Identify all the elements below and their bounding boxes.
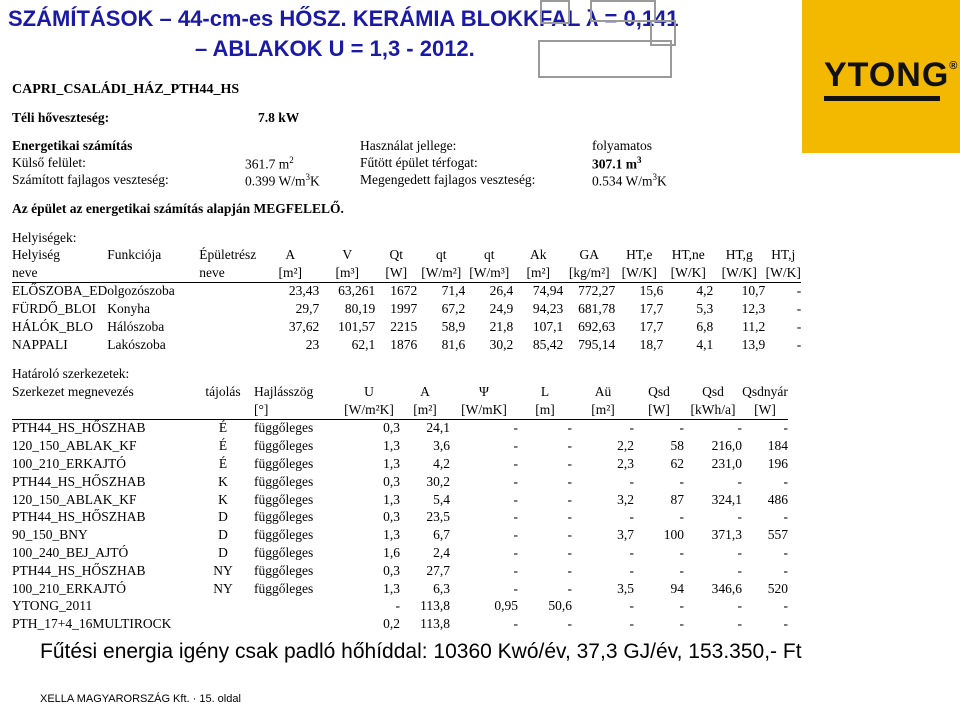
rooms-header-row-cell: Épületrész xyxy=(199,246,257,262)
structure-row-cell: - xyxy=(737,473,742,489)
structure-row-cell: - xyxy=(629,420,634,436)
structure-row-cell: 2,3 xyxy=(617,456,634,472)
structure-row-cell: 100_210_ERKAJTÓ xyxy=(12,456,126,472)
specific-loss-label: Számított fajlagos veszteség: xyxy=(12,172,169,187)
structure-row-cell: - xyxy=(737,616,742,632)
structure-row-cell: - xyxy=(567,456,572,472)
rooms-header-row xyxy=(12,246,801,264)
room-row-cell: 681,78 xyxy=(578,301,616,317)
structure-row-cell: D xyxy=(218,509,228,525)
heated-volume-value: 307.1 $m^3$ xyxy=(592,155,642,172)
structure-row-cell: É xyxy=(218,420,228,436)
rooms-header-row-cell: Funkciója xyxy=(107,246,162,262)
room-row-cell: 4,1 xyxy=(696,336,714,352)
structure-row-cell: - xyxy=(629,545,634,561)
room-row xyxy=(12,318,801,336)
rooms-heading: Helyiségek: xyxy=(12,230,77,245)
heat-loss-label: Téli hőveszteség: xyxy=(12,110,110,125)
structure-row-cell: - xyxy=(679,616,684,632)
structure-row-cell: - xyxy=(567,527,572,543)
decorative-square xyxy=(590,0,656,22)
structure-row-cell: 120_150_ABLAK_KF xyxy=(12,491,137,507)
structure-row-cell: 196 xyxy=(767,456,788,472)
room-row-cell: ELŐSZOBA_ED xyxy=(12,283,108,299)
room-row-cell: 30,2 xyxy=(489,336,514,352)
room-row-cell: 772,27 xyxy=(578,283,616,299)
structure-row-cell: - xyxy=(513,527,518,543)
structure-row-cell: - xyxy=(629,562,634,578)
rooms-unit-row-cell: [W/K] xyxy=(615,264,663,282)
room-row-cell: - xyxy=(796,336,802,352)
structure-row-cell: É xyxy=(218,456,228,472)
structure-row xyxy=(12,580,788,598)
structure-row-cell xyxy=(192,615,254,633)
room-row-cell: 71,4 xyxy=(441,283,466,299)
structure-row-cell: 5,4 xyxy=(433,491,450,507)
structure-row-cell xyxy=(254,598,338,616)
room-row-cell: 23,43 xyxy=(288,283,320,299)
structure-row-cell: 520 xyxy=(767,580,788,596)
structure-row-cell: YTONG_2011 xyxy=(12,598,93,614)
structure-row-cell: 113,8 xyxy=(420,616,450,632)
room-row-cell: 85,42 xyxy=(532,336,564,352)
room-row-cell: 15,6 xyxy=(639,283,664,299)
structure-row-cell: 30,2 xyxy=(426,473,450,489)
rooms-header-row-cell: HT,j xyxy=(771,246,796,262)
structure-row-cell: - xyxy=(513,509,518,525)
structure-row-cell: - xyxy=(783,598,788,614)
structure-row-cell: - xyxy=(513,456,518,472)
logo-underline xyxy=(824,96,940,101)
structure-row-cell: - xyxy=(737,420,742,436)
structures-table xyxy=(12,383,788,633)
structure-row-cell: - xyxy=(679,598,684,614)
rooms-header-row-cell: HT,g xyxy=(725,246,753,262)
structure-row xyxy=(12,562,788,580)
rooms-header-row-cell: Helyiség xyxy=(12,246,60,262)
structures-unit-row-cell xyxy=(192,401,254,419)
structure-row-cell: 3,2 xyxy=(617,491,634,507)
conclusion-text: Az épület az energetikai számítás alapján MEGFELELŐ. xyxy=(12,201,344,216)
structure-row xyxy=(12,526,788,544)
structure-row-cell: - xyxy=(783,509,788,525)
structure-row-cell: 0,3 xyxy=(383,473,400,489)
structure-row-cell: - xyxy=(679,420,684,436)
structure-row-cell: - xyxy=(513,545,518,561)
room-row-cell: 4,2 xyxy=(696,283,714,299)
structure-row-cell: - xyxy=(783,562,788,578)
structure-row-cell: - xyxy=(737,545,742,561)
structure-row-cell: - xyxy=(567,491,572,507)
room-row-cell: - xyxy=(796,319,802,335)
room-row-cell: 5,3 xyxy=(696,301,714,317)
structures-unit-row-cell: [W] xyxy=(742,401,788,419)
rooms-unit-row-cell: [m³] xyxy=(319,264,375,282)
structure-row-cell: - xyxy=(783,616,788,632)
room-row-cell: 795,14 xyxy=(578,336,616,352)
structure-row-cell: - xyxy=(567,420,572,436)
rooms-unit-row-cell: [m²] xyxy=(513,264,563,282)
structure-row-cell: 371,3 xyxy=(711,527,742,543)
structure-row-cell: függőleges xyxy=(254,491,314,507)
rooms-header-row-cell: Ak xyxy=(530,246,547,262)
structure-row-cell: PTH44_HS_HŐSZHAB xyxy=(12,562,146,578)
structure-row-cell: függőleges xyxy=(254,580,314,596)
structure-row-cell: - xyxy=(567,580,572,596)
room-row-cell: 74,94 xyxy=(532,283,564,299)
structure-row-cell: 324,1 xyxy=(711,491,742,507)
structure-row-cell: 87 xyxy=(670,491,684,507)
structure-row-cell: NY xyxy=(213,580,233,596)
structure-row-cell: PTH44_HS_HŐSZHAB xyxy=(12,420,146,436)
decorative-square xyxy=(540,0,570,24)
room-row-cell: 1997 xyxy=(390,301,418,317)
structure-row-cell: 100_210_ERKAJTÓ xyxy=(12,580,126,596)
structure-row-cell: - xyxy=(567,509,572,525)
room-row-cell: Hálószoba xyxy=(107,319,165,335)
room-row-cell: 1672 xyxy=(390,283,418,299)
room-row-cell: olgozószoba xyxy=(107,283,175,299)
room-row-cell: 2215 xyxy=(390,319,418,335)
structure-row-cell: 58 xyxy=(670,438,684,454)
structure-row-cell: - xyxy=(567,438,572,454)
room-row-cell: 62,1 xyxy=(351,336,376,352)
room-row-cell xyxy=(199,318,261,336)
rooms-unit-row-cell: [W/K] xyxy=(713,264,765,282)
structure-row-cell: 1,3 xyxy=(383,491,400,507)
room-row xyxy=(12,300,801,318)
room-row-cell: 80,19 xyxy=(344,301,376,317)
structure-row-cell: 113,8 xyxy=(420,598,450,614)
structure-row xyxy=(12,598,788,616)
room-row-cell: 37,62 xyxy=(288,319,320,335)
energy-heading: Energetikai számítás xyxy=(12,138,133,153)
structure-row-cell: - xyxy=(567,545,572,561)
footer-text: XELLA MAGYARORSZÁG Kft. · 15. oldal xyxy=(40,693,241,705)
structure-row-cell: - xyxy=(679,545,684,561)
structures-header-row-cell: Qsd xyxy=(648,383,670,399)
structure-row-cell: - xyxy=(679,509,684,525)
structures-unit-row-cell: [W] xyxy=(634,401,684,419)
structures-unit-row-cell: [W/m²K] xyxy=(338,401,400,419)
structure-row-cell: függőleges xyxy=(254,456,314,472)
room-row-cell: HÁLÓK_BLO xyxy=(12,319,93,335)
structure-row-cell: 1,3 xyxy=(383,456,400,472)
structure-row-cell xyxy=(254,615,338,633)
structure-row-cell: 557 xyxy=(767,527,788,543)
structures-header-row-cell: L xyxy=(540,383,550,399)
structure-row xyxy=(12,615,788,633)
structure-row-cell: 2,2 xyxy=(617,438,634,454)
structure-row-cell: É xyxy=(218,438,228,454)
rooms-unit-row-cell: [W] xyxy=(375,264,417,282)
structure-row-cell: 62 xyxy=(670,456,684,472)
structure-row-cell: - xyxy=(567,616,572,632)
structure-row-cell: 2,4 xyxy=(433,545,450,561)
structure-row-cell: - xyxy=(513,616,518,632)
structure-row xyxy=(12,544,788,562)
room-row-cell: - xyxy=(796,301,802,317)
structures-unit-row-cell: [m] xyxy=(518,401,572,419)
structures-header-row-cell: A xyxy=(420,383,430,399)
room-row-cell: 67,2 xyxy=(441,301,466,317)
room-row-cell xyxy=(199,336,261,354)
structures-header-row xyxy=(12,383,788,401)
rooms-header-row-cell: V xyxy=(342,246,353,262)
room-row-cell: 29,7 xyxy=(295,301,320,317)
structure-row-cell: 90_150_BNY xyxy=(12,527,88,543)
structure-row xyxy=(12,455,788,473)
room-row-cell: 692,63 xyxy=(578,319,616,335)
structure-row xyxy=(12,509,788,527)
structure-row xyxy=(12,419,788,437)
structure-row-cell: 27,7 xyxy=(426,562,450,578)
structure-row-cell: - xyxy=(513,580,518,596)
room-row-cell: 13,9 xyxy=(741,336,766,352)
structure-row-cell: 100 xyxy=(663,527,684,543)
rooms-unit-row-cell: neve xyxy=(12,264,107,282)
structure-row-cell: 486 xyxy=(767,491,788,507)
structures-header-row-cell: tájolás xyxy=(205,383,241,399)
room-row-cell: 58,9 xyxy=(441,319,466,335)
structures-header-row-cell: Aü xyxy=(594,383,612,399)
project-name: CAPRI_CSALÁDI_HÁZ_PTH44_HS xyxy=(12,82,240,97)
structure-row-cell: függőleges xyxy=(254,527,314,543)
structure-row-cell: - xyxy=(629,473,634,489)
room-row-cell: Lakószoba xyxy=(107,336,166,352)
room-row-cell: 11,2 xyxy=(742,319,766,335)
structures-header-row-cell: Qsd xyxy=(702,383,724,399)
structure-row-cell: K xyxy=(218,473,228,489)
structure-row-cell xyxy=(192,598,254,616)
room-row-cell: 17,7 xyxy=(639,319,664,335)
structure-row-cell: - xyxy=(513,420,518,436)
structure-row-cell: - xyxy=(513,473,518,489)
structure-row-cell: K xyxy=(218,491,228,507)
rooms-table xyxy=(12,246,801,354)
structures-unit-row-cell: [kWh/a] xyxy=(684,401,742,419)
room-row-cell: 18,7 xyxy=(639,336,664,352)
room-row-cell: 24,9 xyxy=(489,301,514,317)
rooms-unit-row-cell: neve xyxy=(199,264,261,282)
rooms-unit-row-cell: [W/K] xyxy=(663,264,713,282)
structure-row-cell: 100_240_BEJ_AJTÓ xyxy=(12,545,129,561)
room-row-cell: 21,8 xyxy=(489,319,514,335)
structure-row-cell: - xyxy=(629,598,634,614)
rooms-header-row-cell: qt xyxy=(435,246,447,262)
structure-row-cell: 6,3 xyxy=(433,580,450,596)
structure-row-cell: - xyxy=(783,545,788,561)
ytong-logo xyxy=(802,0,960,153)
structure-row-cell: - xyxy=(395,598,400,614)
room-row xyxy=(12,336,801,354)
rooms-header-row-cell: Qt xyxy=(389,246,403,262)
structure-row-cell: D xyxy=(218,527,228,543)
rooms-unit-row xyxy=(12,264,801,282)
rooms-unit-row-cell: [m²] xyxy=(261,264,319,282)
structure-row-cell: PTH44_HS_HŐSZHAB xyxy=(12,509,146,525)
room-row-cell: 6,8 xyxy=(696,319,714,335)
structures-header-row-cell: Szerkezet megnevezés xyxy=(12,383,134,399)
structures-unit-row-cell: [m²] xyxy=(572,401,634,419)
structures-unit-row-cell: [m²] xyxy=(400,401,450,419)
outer-surface-label: Külső felület: xyxy=(12,155,86,170)
structure-row-cell: - xyxy=(737,562,742,578)
structures-heading: Határoló szerkezetek: xyxy=(12,366,130,381)
rooms-unit-row-cell xyxy=(107,264,199,282)
structure-row-cell: 346,6 xyxy=(711,580,742,596)
structure-row-cell: 216,0 xyxy=(711,438,742,454)
rooms-header-row-cell: HT,ne xyxy=(671,246,705,262)
structure-row-cell: 3,7 xyxy=(617,527,634,543)
structure-row-cell: - xyxy=(513,491,518,507)
room-row-cell: 10,7 xyxy=(741,283,766,299)
structure-row-cell: 0,95 xyxy=(494,598,518,614)
structures-header-row-cell: Ψ xyxy=(479,383,489,399)
allowed-loss-label: Megengedett fajlagos veszteség: xyxy=(360,172,536,187)
room-row-cell: 101,57 xyxy=(338,319,376,335)
room-row-cell: 12,3 xyxy=(741,301,766,317)
room-row-cell: 107,1 xyxy=(532,319,564,335)
rooms-unit-row-cell: [W/m²] xyxy=(417,264,465,282)
structure-row-cell: - xyxy=(513,562,518,578)
structure-row-cell: - xyxy=(629,616,634,632)
structure-row-cell: 0,3 xyxy=(383,509,400,525)
room-row-cell: FÜRDŐ_BLOI xyxy=(12,301,97,317)
structure-row-cell: - xyxy=(629,509,634,525)
structures-unit-row-cell: [°] xyxy=(254,401,338,419)
structure-row-cell: - xyxy=(513,438,518,454)
structure-row-cell: - xyxy=(737,598,742,614)
structure-row-cell: 4,2 xyxy=(433,456,450,472)
structures-header-row-cell: U xyxy=(364,383,374,399)
structure-row-cell: 50,6 xyxy=(548,598,572,614)
structure-row-cell: 184 xyxy=(767,438,788,454)
structure-row-cell: - xyxy=(783,473,788,489)
structure-row-cell: 94 xyxy=(670,580,684,596)
slide-title-line-2: – ABLAKOK U = 1,3 - 2012. xyxy=(195,36,475,61)
structure-row-cell: 1,3 xyxy=(383,580,400,596)
logo-text: YTONG xyxy=(824,56,950,94)
structures-unit-row-cell xyxy=(12,401,192,419)
room-row-cell: 17,7 xyxy=(639,301,664,317)
rooms-unit-row-cell: [kg/m²] xyxy=(563,264,615,282)
structure-row-cell: 0,3 xyxy=(383,420,400,436)
room-row-cell: 81,6 xyxy=(441,336,466,352)
usage-value: folyamatos xyxy=(592,138,652,153)
structure-row xyxy=(12,491,788,509)
room-row-cell: 26,4 xyxy=(489,283,514,299)
structures-header-row-cell: Qsdnyár xyxy=(742,383,788,399)
rooms-header-row-cell: HT,e xyxy=(626,246,653,262)
room-row-cell: NAPPALI xyxy=(12,336,68,352)
rooms-header-row-cell: GA xyxy=(579,246,599,262)
structure-row-cell: 1,6 xyxy=(383,545,400,561)
structure-row-cell: - xyxy=(679,473,684,489)
structure-row-cell: 23,5 xyxy=(426,509,450,525)
structure-row-cell: - xyxy=(567,562,572,578)
rooms-unit-row-cell: [W/m³] xyxy=(465,264,513,282)
structure-row-cell: 0,2 xyxy=(383,616,400,632)
heated-volume-label: Fűtött épület térfogat: xyxy=(360,155,478,170)
structure-row-cell: 231,0 xyxy=(711,456,742,472)
structure-row-cell: - xyxy=(783,420,788,436)
structure-row-cell: függőleges xyxy=(254,473,314,489)
room-row-cell: - xyxy=(796,283,802,299)
structure-row-cell: függőleges xyxy=(254,438,314,454)
structure-row-cell: függőleges xyxy=(254,562,314,578)
structure-row-cell: PTH44_HS_HŐSZHAB xyxy=(12,473,146,489)
structure-row-cell: 6,7 xyxy=(433,527,450,543)
room-row-cell: 1876 xyxy=(390,336,418,352)
structure-row xyxy=(12,437,788,455)
rooms-header-row-cell: qt xyxy=(483,246,495,262)
logo-registered-mark: ® xyxy=(949,60,959,72)
structure-row-cell: NY xyxy=(213,562,233,578)
structure-row-cell: 120_150_ABLAK_KF xyxy=(12,438,137,454)
rooms-header-row-cell: A xyxy=(285,246,296,262)
slide-title-line-1: SZÁMÍTÁSOK – 44-cm-es HŐSZ. KERÁMIA BLOKKFAL λ = 0,141 xyxy=(8,6,679,31)
structure-row-cell: 24,1 xyxy=(426,420,450,436)
heat-loss-value: 7.8 kW xyxy=(258,110,300,125)
specific-loss-value: 0.399 $W/m^3K$ xyxy=(245,172,320,189)
structure-row-cell: - xyxy=(567,473,572,489)
energy-demand-summary: Fűtési energia igény csak padló hőhíddal: 10360 Kwó/év, 37,3 GJ/év, 153.350,- Ft xyxy=(40,640,802,663)
structure-row-cell: 1,3 xyxy=(383,438,400,454)
structure-row-cell: 0,3 xyxy=(383,562,400,578)
room-row-cell: Konyha xyxy=(107,301,150,317)
structure-row-cell: 3,6 xyxy=(433,438,450,454)
usage-label: Használat jellege: xyxy=(360,138,457,153)
structures-unit-row xyxy=(12,401,788,419)
room-row xyxy=(12,282,801,300)
room-row-cell xyxy=(199,282,261,300)
structure-row-cell: 3,5 xyxy=(617,580,634,596)
allowed-loss-value: 0.534 $W/m^3K$ xyxy=(592,172,667,189)
structure-row-cell: függőleges xyxy=(254,420,314,436)
structure-row xyxy=(12,473,788,491)
room-row-cell: 23 xyxy=(305,336,320,352)
structure-row-cell: függőleges xyxy=(254,509,314,525)
structures-header-row-cell: Hajlásszög xyxy=(254,383,314,399)
rooms-unit-row-cell: [W/K] xyxy=(765,264,801,282)
room-row-cell xyxy=(199,300,261,318)
decorative-square xyxy=(538,40,672,78)
structure-row-cell: 1,3 xyxy=(383,527,400,543)
structure-row-cell: - xyxy=(737,509,742,525)
structure-row-cell: függőleges xyxy=(254,545,314,561)
structures-unit-row-cell: [W/mK] xyxy=(450,401,518,419)
outer-surface-value: 361.7 $m^2$ xyxy=(245,155,294,172)
room-row-cell: 94,23 xyxy=(532,301,564,317)
structure-row-cell: PTH_17+4_16MULTIROCK xyxy=(12,616,172,632)
structure-row-cell: D xyxy=(218,545,228,561)
structure-row-cell: - xyxy=(679,562,684,578)
room-row-cell: 63,261 xyxy=(338,283,376,299)
